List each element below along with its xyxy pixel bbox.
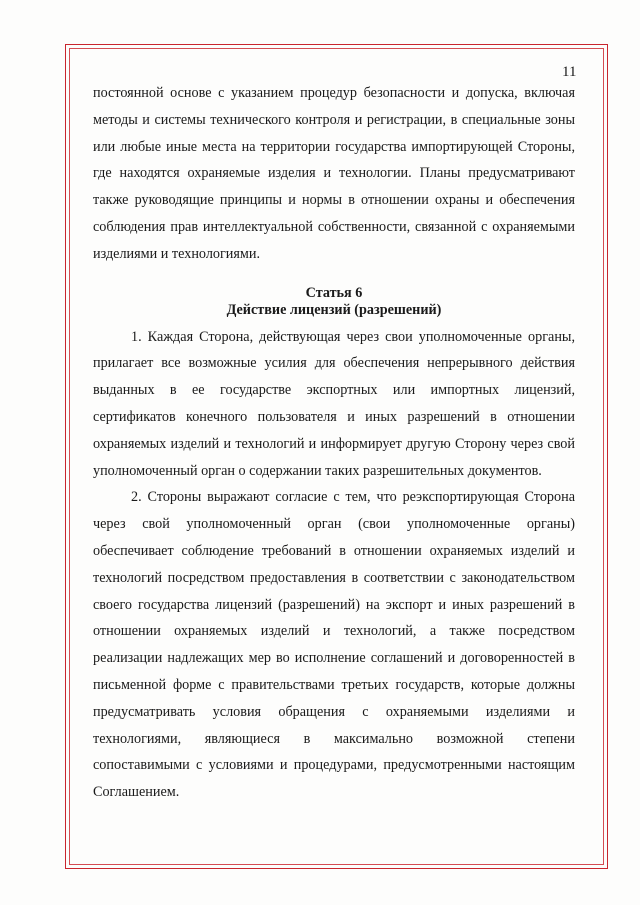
document-body [93,80,575,806]
continuation-paragraph: постоянной основе с указанием процедур безопасности и допуска, включая методы и системы технического контроля и регистрации, в специальные зоны или любые иные места на территории государства импортирующей Стороны, где находятся охраняемые изделия и технологии. Планы предусматривают также руководящие принципы и нормы в отношении охраны и обеспечения соблюдения прав интеллектуальной собственности, связанной с охраняемыми изделиями и технологиями. [93,85,575,262]
page-number: 11 [562,64,577,80]
article-paragraph-2: 2. Стороны выражают согласие с тем, что реэкспортирующая Сторона через свой уполномоченный орган (свои уполномоченные органы) обеспечивает соблюдение требований в отношении охраняемых изделий и технологий посредством предоставления в соответствии с законодательством своего государства лицензий (разрешений) на экспорт и иных разрешений в отношении охраняемых изделий и технологий, а также посредством реализации надлежащих мер во исполнение соглашений и договоренностей в письменной форме с правительствами третьих государств, которые должны предусматривать условия обращения с охраняемыми изделиями и технологиями, являющиеся в максимально возможной степени сопоставимыми с условиями и процедурами, предусмотренными настоящим Соглашением. [93,489,575,801]
article-title: Действие лицензий (разрешений) [226,301,442,318]
article-paragraph-1: 1. Каждая Сторона, действующая через свои уполномоченные органы, прилагает все возможные усилия для обеспечения непрерывного действия выданных в ее государстве экспортных или импортных лицензий, сертификатов конечного пользователя и иных разрешений в отношении охраняемых изделий и технологий и информирует другую Сторону через свой уполномоченный орган о содержании таких разрешительных документов. [93,328,575,479]
article-heading: Статья 6 [305,284,363,301]
